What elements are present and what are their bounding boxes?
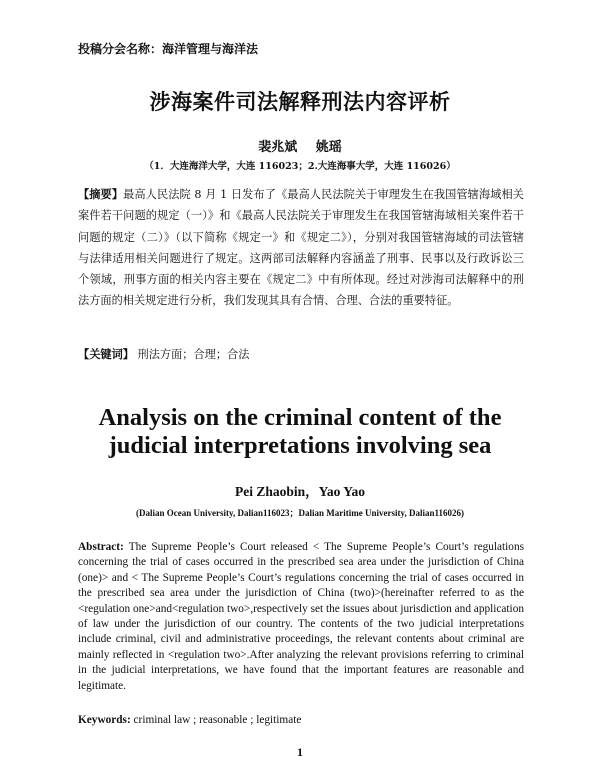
english-authors: Pei Zhaobin，Yao Yao [234, 484, 366, 499]
chinese-abstract-text: 最高人民法院 8 月 1 日发布了《最高人民法院关于审理发生在我国管辖海域相关案件若干问题的规定（一）》和《最高人民法院关于审理发生在我国管辖海域相关案件若干问题的规定（二）》（以下简称《规定一》和《规定二》），分别对我国管辖海域的司法管辖与法律适用相关问题进行了规定。这两部司法解释内容涵盖了刑事、民事以及行政诉讼三个领域，刑事方面的相关内容主要在《规定二》中有所体现。经过对涉海司法解释中的刑法方面的相关规定进行分析，我们发现其具有合情、合理、合法的重要特征。 [78, 188, 524, 308]
english-keywords-text: criminal law ; reasonable ; legitimate [133, 714, 302, 726]
chinese-abstract-label: 【摘要】 [78, 187, 124, 201]
chinese-title: 涉海案件司法解释刑法内容评析 [149, 89, 451, 114]
chinese-keywords-text: 刑法方面；合理；合法 [137, 348, 250, 361]
chinese-keywords [78, 346, 249, 362]
english-title [0, 404, 600, 460]
english-keywords [78, 714, 301, 726]
page-number: 1 [297, 745, 303, 759]
english-title-line-1: Analysis on the criminal content of the [98, 404, 502, 431]
submission-value: 海洋管理与海洋法 [162, 42, 259, 56]
english-abstract-text: The Supreme People’s Court released < The Supreme People’s Court’s regulations concerning the trial of cases occurred in the prescribed sea area under the jurisdiction of China (one)> and < The Supreme People’s Court’s regulations concerning the trial of cases occurred in the prescribed sea area under the jurisdiction of China (two)>(hereinafter referred to as the <regulation one>and<regulation two>,respectively set the issues about jurisdiction and application of law under the jurisdiction of our country. The contents of the two judicial interpretations include criminal, civil and administrative proceedings, the relevant contents about criminal are mainly reflected in <regulation two>.After analyzing the relevant provisions referring to criminal in the judicial interpretations, we have found that the important features are reasonable and legitimate. [78, 541, 524, 692]
chinese-keywords-label: 【关键词】 [78, 347, 134, 361]
english-affiliation: (Dalian Ocean University, Dalian116023；Dalian Maritime University, Dalian116026) [136, 508, 464, 518]
english-title-line-2: judicial interpretations involving sea [108, 432, 492, 459]
chinese-authors: 裴兆斌 姚瑶 [258, 140, 342, 155]
chinese-abstract [78, 184, 524, 312]
chinese-affiliation: （1．大连海洋大学，大连 116023；2.大连海事大学，大连 116026） [144, 161, 456, 172]
english-abstract [78, 540, 524, 694]
submission-line [78, 40, 258, 57]
english-abstract-label: Abstract: [78, 541, 124, 553]
english-keywords-label: Keywords: [78, 714, 131, 726]
submission-label: 投稿分会名称： [78, 42, 163, 56]
